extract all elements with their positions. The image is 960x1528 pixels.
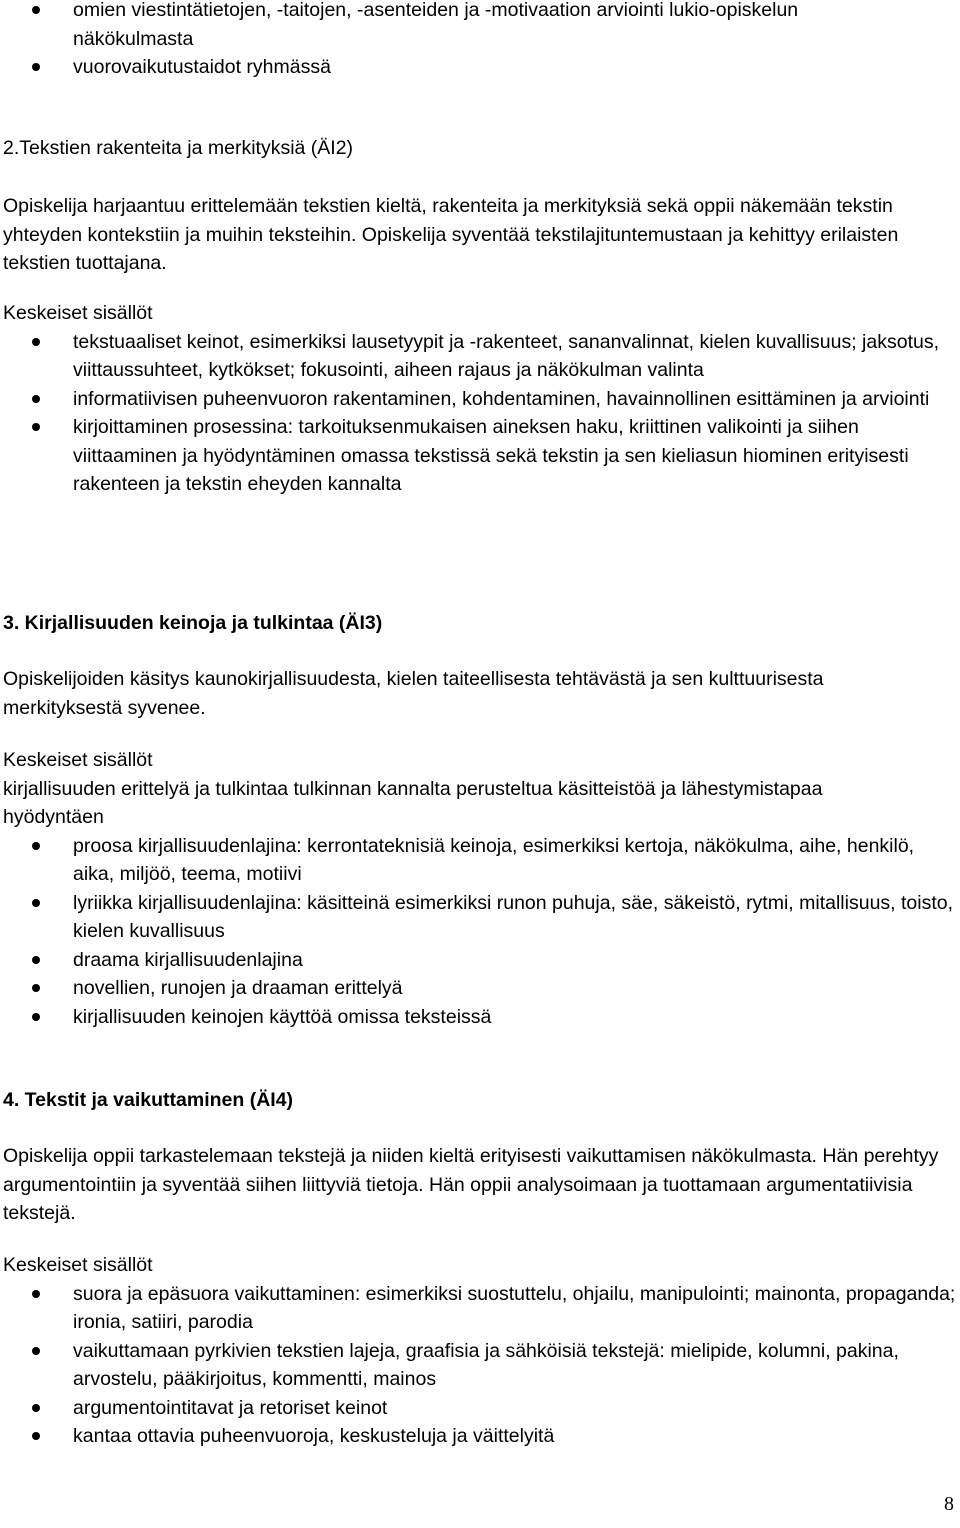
list-item: novellien, runojen ja draaman erittelyä	[0, 974, 960, 1003]
list-item: suora ja epäsuora vaikuttaminen: esimerkiksi suostuttelu, ohjailu, manipulointi; mainonta, propaganda; ironia, satiiri, parodia	[0, 1280, 960, 1337]
bullet-icon	[32, 1290, 40, 1298]
contents-heading: Keskeiset sisällöt	[3, 749, 153, 771]
course-4-description-block	[0, 1142, 960, 1228]
page-number: 8	[944, 1493, 954, 1515]
course-4-bullet-list	[0, 1280, 960, 1451]
course-3-title: 3. Kirjallisuuden keinoja ja tulkintaa (ÄI3)	[3, 612, 383, 634]
course-4-description: Opiskelija oppii tarkastelemaan tekstejä ja niiden kieltä erityisesti vaikuttamisen näkökulmasta. Hän perehtyy argumentointiin ja syventää siihen liittyviä tietoja. Hän oppii analysoimaan ja tuottamaan argumentatiivisia tekstejä.	[3, 1145, 939, 1224]
bullet-icon	[32, 1404, 40, 1412]
list-item: proosa kirjallisuudenlajina: kerrontateknisiä keinoja, esimerkiksi kertoja, näkökulma, aihe, henkilö, aika, miljöö, teema, motiivi	[0, 832, 960, 889]
course-2-description-block	[0, 192, 960, 278]
bullet-icon	[32, 842, 40, 850]
top-list-block	[0, 0, 960, 82]
list-item: kantaa ottavia puheenvuoroja, keskusteluja ja väittelyitä	[0, 1422, 960, 1451]
course-4-title: 4. Tekstit ja vaikuttaminen (ÄI4)	[3, 1089, 294, 1111]
course-2-description: Opiskelija harjaantuu erittelemään tekstien kieltä, rakenteita ja merkityksiä sekä oppii näkemään tekstin yhteyden kontekstiin ja muihin teksteihin. Opiskelija syventää tekstilajituntemustaan ja kehittyy erilaisten tekstien tuottajana.	[3, 195, 899, 274]
bullet-icon	[32, 1432, 40, 1440]
list-item: vaikuttamaan pyrkivien tekstien lajeja, graafisia ja sähköisiä tekstejä: mielipide, kolumni, pakina, arvostelu, pääkirjoitus, kommentti, mainos	[0, 1337, 960, 1394]
course-2-title: 2.Tekstien rakenteita ja merkityksiä (ÄI2)	[3, 137, 354, 159]
course-3-bullet-list	[0, 832, 960, 1032]
list-item: informatiivisen puheenvuoron rakentaminen, kohdentaminen, havainnollinen esittäminen ja arviointi	[0, 385, 960, 414]
course-3-description-block	[0, 665, 960, 722]
bullet-icon	[32, 956, 40, 964]
bullet-icon	[32, 423, 40, 431]
bullet-icon	[32, 6, 40, 14]
course-2-bullet-list	[0, 328, 960, 499]
list-item: argumentointitavat ja retoriset keinot	[0, 1394, 960, 1423]
course-3-description: Opiskelijoiden käsitys kaunokirjallisuudesta, kielen taiteellisesta tehtävästä ja sen kulttuurisesta merkityksestä syvenee.	[3, 668, 824, 719]
list-item: vuorovaikutustaidot ryhmässä	[0, 53, 960, 82]
bullet-icon	[32, 338, 40, 346]
bullet-icon	[32, 63, 40, 71]
course-3-intro: kirjallisuuden erittelyä ja tulkintaa tulkinnan kannalta perusteltua käsitteistöä ja lähestymistapaa hyödyntäen	[3, 777, 823, 828]
course-3-section	[0, 609, 960, 638]
bullet-icon	[32, 984, 40, 992]
course-2-contents	[0, 299, 960, 499]
course-4-section	[0, 1086, 960, 1115]
bullet-icon	[32, 899, 40, 907]
top-bullet-list	[0, 0, 960, 82]
contents-heading: Keskeiset sisällöt	[3, 302, 153, 324]
course-3-contents	[0, 746, 960, 1031]
list-item: tekstuaaliset keinot, esimerkiksi lausetyypit ja -rakenteet, sananvalinnat, kielen kuvallisuus; jaksotus, viittaussuhteet, kytkökset; fokusointi, aiheen rajaus ja näkökulman valinta	[0, 328, 960, 385]
list-item: kirjallisuuden keinojen käyttöä omissa teksteissä	[0, 1003, 960, 1032]
bullet-icon	[32, 1347, 40, 1355]
list-item: omien viestintätietojen, -taitojen, -asenteiden ja -motivaation arviointi lukio-opiskelun näkökulmasta	[0, 0, 960, 53]
bullet-icon	[32, 1013, 40, 1021]
course-4-contents	[0, 1251, 960, 1451]
course-2-section	[0, 134, 960, 163]
list-item: lyriikka kirjallisuudenlajina: käsitteinä esimerkiksi runon puhuja, säe, säkeistö, rytmi, mitallisuus, toisto, kielen kuvallisuus	[0, 889, 960, 946]
bullet-icon	[32, 395, 40, 403]
list-item: draama kirjallisuudenlajina	[0, 946, 960, 975]
contents-heading: Keskeiset sisällöt	[3, 1254, 153, 1276]
list-item: kirjoittaminen prosessina: tarkoituksenmukaisen aineksen haku, kriittinen valikointi ja siihen viittaaminen ja hyödyntäminen omassa tekstissä sekä tekstin ja sen kieliasun hiominen erityisesti rakenteen ja tekstin eheyden kannalta	[0, 413, 960, 499]
